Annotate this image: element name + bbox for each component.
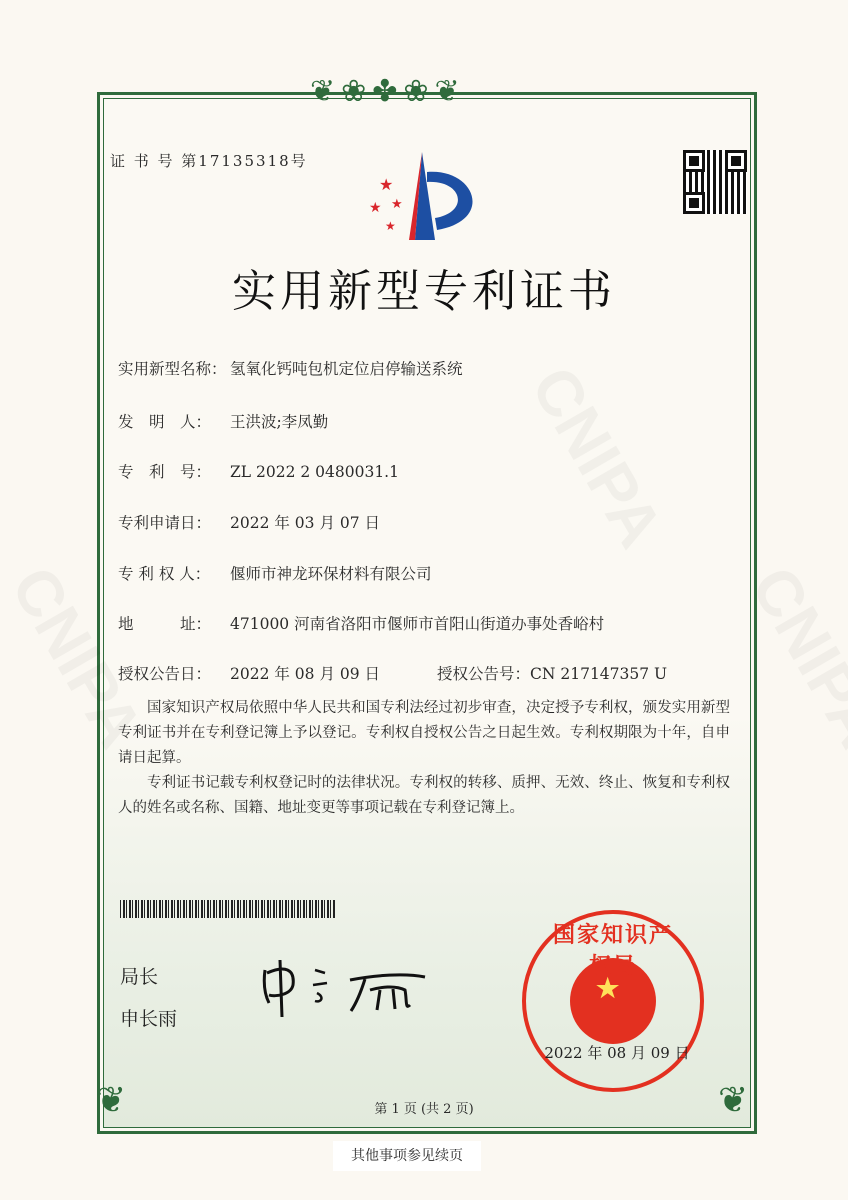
- barcode: [120, 900, 336, 918]
- star-icon: ★: [596, 974, 620, 1004]
- field-name: 实用新型名称： 氢氧化钙吨包机定位启停输送系统: [118, 360, 463, 378]
- signature: [255, 955, 435, 1020]
- page-title: 实用新型专利证书: [232, 266, 616, 317]
- field-inventor: 发 明 人： 王洪波;李凤勤: [118, 413, 329, 431]
- field-patent-no: 专 利 号： ZL 2022 2 0480031.1: [118, 463, 399, 481]
- svg-text:★: ★: [369, 200, 382, 216]
- svg-text:★: ★: [391, 197, 403, 212]
- seal-text: 国家知识产权局: [552, 922, 673, 979]
- continued-note: 其他事项参见续页: [333, 1141, 481, 1171]
- page-info: 第 1 页 (共 2 页): [374, 1102, 474, 1117]
- field-announcement-no: 授权公告号：CN 217147357 U: [437, 665, 668, 683]
- paragraph: 国家知识产权局依照中华人民共和国专利法经过初步审查，决定授予专利权，颁发实用新型专利证书并在专利登记簿上予以登记。专利权自授权公告之日起生效。专利权期限为十年，自申请日起算。: [118, 700, 730, 766]
- director-title: 局长: [120, 966, 159, 988]
- director-name: 申长雨: [120, 1008, 178, 1030]
- field-patentee: 专 利 权 人： 偃师市神龙环保材料有限公司: [118, 565, 432, 583]
- seal-date: 2022 年 08 月 09 日: [544, 1044, 690, 1062]
- corner-ornament: ❦: [96, 1080, 127, 1121]
- field-grant-date: 授权公告日： 2022 年 08 月 09 日: [118, 665, 381, 683]
- svg-text:★: ★: [379, 175, 394, 194]
- svg-text:★: ★: [385, 219, 396, 233]
- field-address: 地 址： 471000 河南省洛阳市偃师市首阳山街道办事处香峪村: [118, 615, 605, 633]
- qr-code: [683, 150, 747, 214]
- top-ornament: ❦❀✤❀❦: [310, 74, 466, 109]
- paragraph: 专利证书记载专利权登记时的法律状况。专利权的转移、质押、无效、终止、恢复和专利权人的姓名或名称、国籍、地址变更等事项记载在专利登记簿上。: [118, 775, 730, 816]
- official-seal: [522, 910, 704, 1092]
- cnipa-logo: [365, 150, 490, 245]
- corner-ornament: ❦: [718, 1080, 749, 1121]
- certificate-number: 证 书 号 第17135318号: [110, 152, 308, 170]
- field-filing-date: 专利申请日： 2022 年 03 月 07 日: [118, 514, 381, 532]
